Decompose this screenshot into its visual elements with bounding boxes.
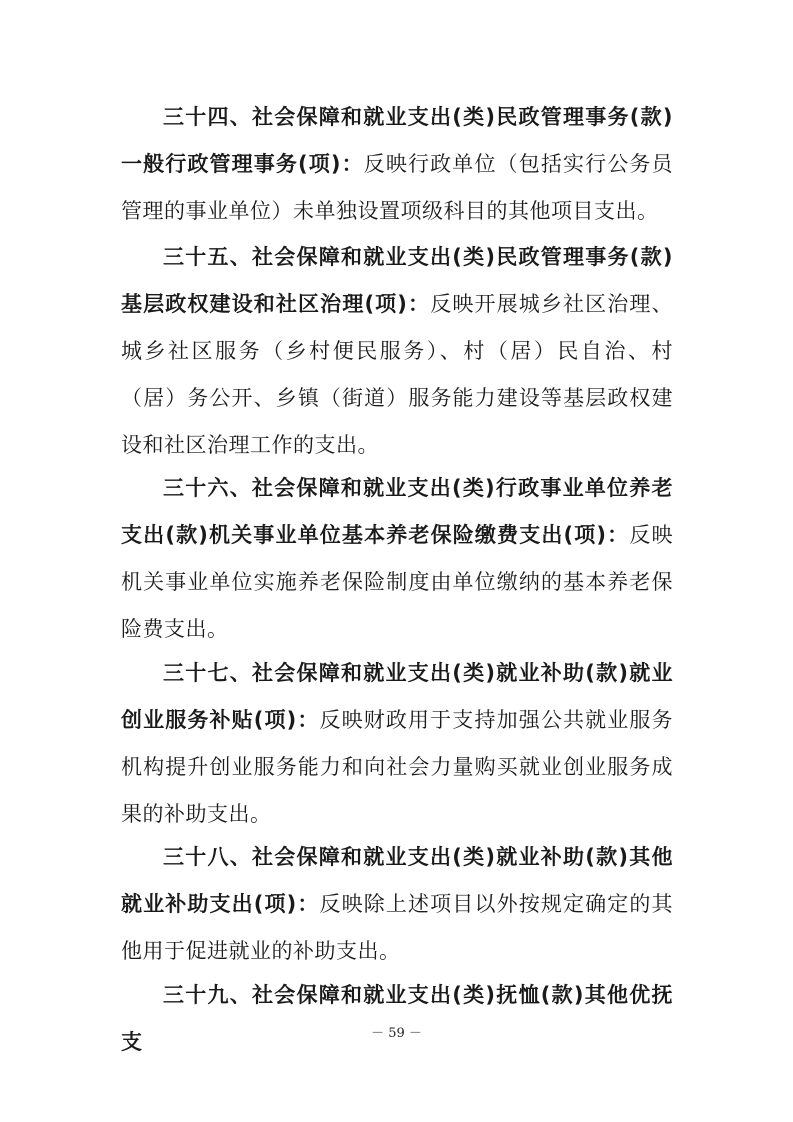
paragraph-heading: 三十四、社会保障和就业支出(类)民政管理事务(款)一般行政管理事务(项)：	[121, 105, 673, 176]
paragraph-heading: 三十九、社会保障和就业支出(类)抚恤(款)其他优抚支	[121, 983, 673, 1054]
paragraph-body: 反映除上述项目以外按规定确定的其他用于促进就业的补助支出。	[121, 892, 673, 963]
paragraph-34	[121, 94, 673, 235]
paragraph-body: 反映行政单位（包括实行公务员管理的事业单位）未单独设置项级科目的其他项目支出。	[121, 152, 673, 223]
paragraph-body: 反映机关事业单位实施养老保险制度由单位缴纳的基本养老保险费支出。	[121, 523, 674, 641]
paragraph-heading: 三十五、社会保障和就业支出(类)民政管理事务(款)基层政权建设和社区治理(项)：	[121, 245, 673, 316]
paragraph-heading: 三十七、社会保障和就业支出(类)就业补助(款)就业创业服务补贴(项)：	[121, 661, 673, 732]
paragraph-body: 反映开展城乡社区治理、城乡社区服务（乡村便民服务）、村（居）民自治、村（居）务公开、乡镇（街道）服务能力建设等基层政权建设和社区治理工作的支出。	[121, 292, 674, 457]
paragraph-body: 反映财政用于支持加强公共就业服务机构提升创业服务能力和向社会力量购买就业创业服务成果的补助支出。	[121, 708, 673, 826]
paragraph-37	[121, 650, 673, 838]
paragraph-35	[121, 234, 673, 469]
paragraph-39	[121, 972, 673, 1066]
paragraph-heading: 三十六、社会保障和就业支出(类)行政事业单位养老支出(款)机关事业单位基本养老保险缴费支出(项)：	[121, 476, 673, 547]
paragraph-36	[121, 465, 673, 653]
paragraph-38	[121, 834, 673, 975]
paragraph-heading: 三十八、社会保障和就业支出(类)就业补助(款)其他就业补助支出(项)：	[121, 845, 673, 916]
page-number: － 59 －	[371, 1026, 422, 1041]
